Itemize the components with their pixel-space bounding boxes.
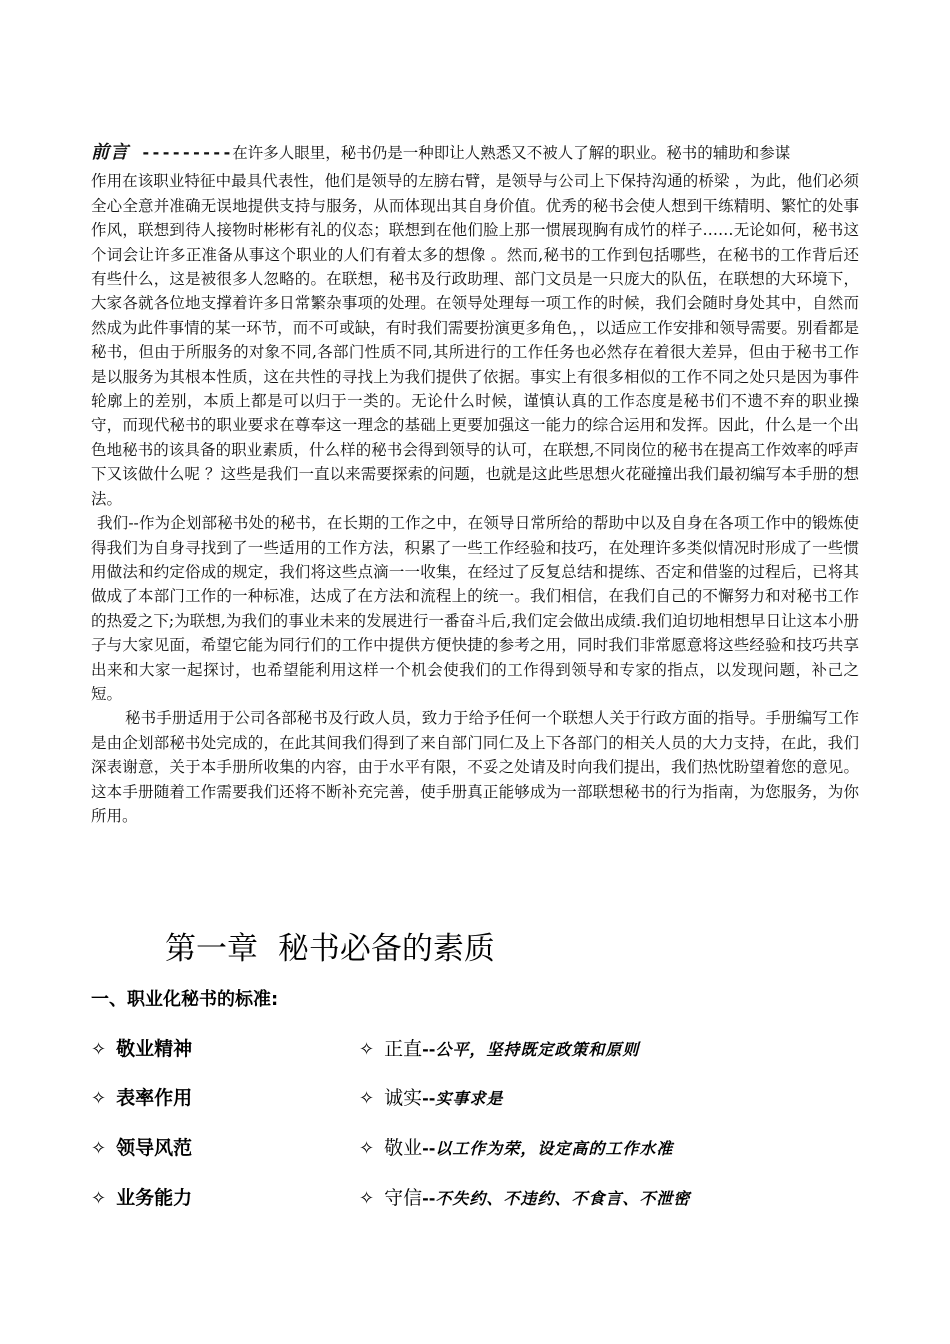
section-title: 一、职业化秘书的标准: xyxy=(91,989,279,1010)
preface-dashes: --------- xyxy=(141,143,233,162)
standard-description: 实事求是 xyxy=(435,1089,504,1108)
standards-row xyxy=(91,1183,811,1213)
standard-item xyxy=(359,1133,673,1160)
diamond-bullet-icon: ✧ xyxy=(359,1188,375,1209)
preface-section xyxy=(91,141,859,828)
standard-label: 领导风范 xyxy=(116,1137,193,1159)
preface-paragraph-3: 秘书手册适用于公司各部秘书及行政人员，致力于给予任何一个联想人关于行政方面的指导。手册编写工作是由企划部秘书处完成的，在此其间我们得到了来自部门同仁及上下各部门的相关人员的大力支持，在此，我们深表谢意，关于本手册所收集的内容，由于水平有限，不妥之处请及时向我们提出，我们热忱盼望着您的意见。这本手册随着工作需要我们还将不断补充完善，使手册真正能够成为一部联想秘书的行为指南，为您服务，为你所用。 xyxy=(91,709,859,825)
standards-row xyxy=(91,1034,811,1064)
standard-item xyxy=(359,1034,639,1061)
diamond-bullet-icon: ✧ xyxy=(91,1188,107,1209)
standard-separator: -- xyxy=(422,1189,436,1208)
preface-title: 前言 xyxy=(91,142,129,163)
standard-item xyxy=(91,1034,192,1061)
preface-paragraph-1-rest: 作用在该职业特征中最具代表性，他们是领导的左膀右臂，是领导与公司上下保持沟通的桥梁 ，为此，他们必须全心全意并准确无误地提供支持与服务，从而体现出其自身价值。优秀的秘书会使人想到干练精明、繁忙的处事作风，联想到待人接物时彬彬有礼的仪态；联想到在他们脸上那一惯展现胸有成竹的样子……无论如何，秘书这个词会让许多正准备从事这个职业的人们有着太多的想像 。然而,秘书的工作到包括哪些，在秘书的工作背后还有些什么，这是被很多人忽略的。在联想，秘书及行政助理、部门文员是一只庞大的队伍，在联想的大环境下，大家各就各位地支撑着许多日常繁杂事项的处理。在领导处理每一项工作的时候，我们会随时身处其中，自然而然成为此件事情的某一环节，而不可或缺，有时我们需要扮演更多角色，，以适应工作安排和领导需要。别看都是秘书，但由于所服务的对象不同,各部门性质不同,其所进行的工作任务也必然存在着很大差异，但由于秘书工作是以服务为其根本性质，这在共性的寻找上为我们提供了依据。事实上有很多相似的工作不同之处只是因为事件轮廓上的差别，本质上都是可以归于一类的。无论什么时候，谨慎认真的工作态度是秘书们不遗不弃的职业操守，而现代秘书的职业要求在尊奉这一理念的基础上更要加强这一能力的综合运用和发挥。因此，什么是一个出色地秘书的该具备的职业素质，什么样的秘书会得到领导的认可，在联想,不同岗位的秘书在提高工作效率的呼声下又该做什么呢 ？这些是我们一直以来需要探索的问题，也就是这此些思想火花碰撞出我们最初编写本手册的想法。 xyxy=(91,172,859,508)
standard-item xyxy=(91,1183,192,1210)
standard-name: 守信 xyxy=(384,1187,423,1209)
standard-name: 诚实 xyxy=(384,1087,423,1109)
standard-item xyxy=(91,1133,192,1160)
standard-separator: -- xyxy=(422,1089,436,1108)
standards-row xyxy=(91,1133,811,1163)
diamond-bullet-icon: ✧ xyxy=(359,1039,375,1060)
standard-description: 不失约、不违约、不食言、不泄密 xyxy=(435,1189,691,1208)
diamond-bullet-icon: ✧ xyxy=(359,1138,375,1159)
chapter-title: 第一章 秘书必备的素质 xyxy=(165,931,495,967)
diamond-bullet-icon: ✧ xyxy=(91,1088,107,1109)
preface-paragraph-2: 我们--作为企划部秘书处的秘书，在长期的工作之中，在领导日常所给的帮助中以及自身在各项工作中的锻炼使得我们为自身寻找到了一些适用的工作方法，积累了一些工作经验和技巧，在处理许多类似情况时形成了一些惯用做法和约定俗成的规定，我们将这些点滴一一收集，在经过了反复总结和提练、否定和借鉴的过程后，已将其做成了本部门工作的一种标准，达成了在方法和流程上的统一。我们相信，在我们自己的不懈努力和对秘书工作的热爱之下;为联想,为我们的事业未来的发展进行一番奋斗后,我们定会做出成绩.我们迫切地相想早日让这本小册子与大家见面，希望它能为同行们的工作中提供方便快捷的参考之用，同时我们非常愿意将这些经验和技巧共享出来和大家一起探讨，也希望能利用这样一个机会使我们的工作得到领导和专家的指点，以发现问题，补己之短。 xyxy=(91,514,859,703)
standards-row xyxy=(91,1083,811,1113)
standard-label: 业务能力 xyxy=(116,1187,193,1209)
standard-item xyxy=(359,1183,690,1210)
standard-description: 公平，坚持既定政策和原则 xyxy=(435,1040,640,1059)
standard-label: 敬业精神 xyxy=(116,1038,193,1060)
standard-name: 敬业 xyxy=(384,1137,423,1159)
standard-name: 正直 xyxy=(384,1038,423,1060)
diamond-bullet-icon: ✧ xyxy=(91,1138,107,1159)
preface-paragraph-1-lead: 在许多人眼里，秘书仍是一种即让人熟悉又不被人了解的职业。秘书的辅助和参谋 xyxy=(232,144,791,162)
standard-separator: -- xyxy=(422,1139,436,1158)
diamond-bullet-icon: ✧ xyxy=(91,1039,107,1060)
diamond-bullet-icon: ✧ xyxy=(359,1088,375,1109)
standard-item xyxy=(91,1083,192,1110)
standard-separator: -- xyxy=(422,1040,436,1059)
preface-first-line xyxy=(91,141,859,165)
standard-label: 表率作用 xyxy=(116,1087,193,1109)
standard-item xyxy=(359,1083,503,1110)
standard-description: 以工作为荣，设定高的工作水准 xyxy=(435,1139,674,1158)
